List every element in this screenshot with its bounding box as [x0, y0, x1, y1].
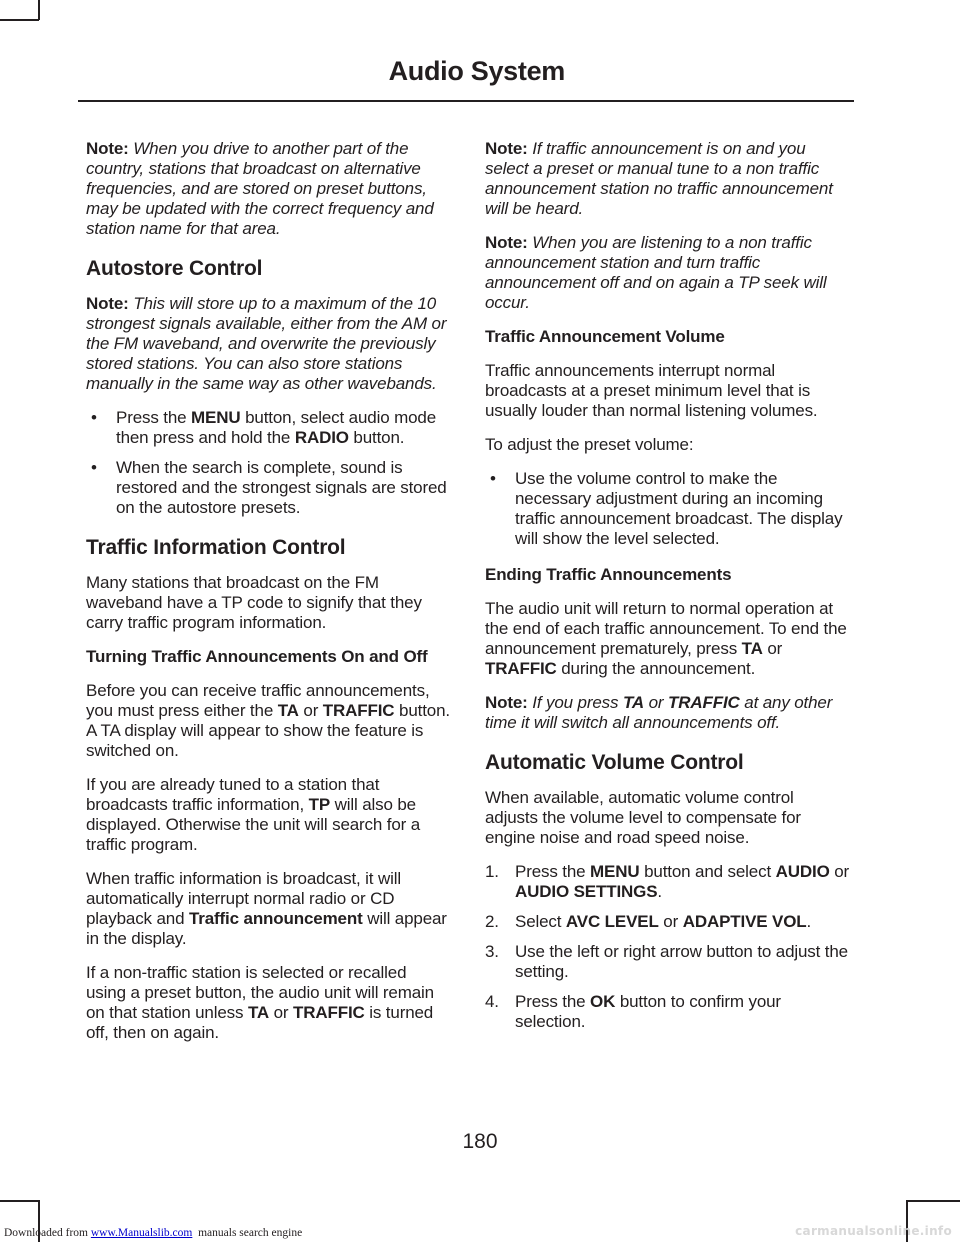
- left-column: [86, 139, 450, 1057]
- section-heading-traffic-info: Traffic Information Control: [86, 536, 346, 559]
- crop-mark: [906, 1200, 960, 1202]
- crop-mark: [0, 19, 39, 21]
- body-paragraph: Many stations that broadcast on the FM waveband have a TP code to signify that they carry traffic program information.: [86, 573, 422, 632]
- header-divider: [78, 100, 854, 102]
- list-item: 3. Use the left or right arrow button to adjust the setting.: [485, 942, 848, 981]
- subheading-ta-volume: Traffic Announcement Volume: [485, 327, 725, 346]
- crop-mark: [38, 0, 40, 20]
- body-paragraph: When available, automatic volume control adjusts the volume level to compensate for engine noise and road speed noise.: [485, 788, 801, 847]
- note-paragraph: Note: When you are listening to a non traffic announcement station and turn traffic announcement off and on again a TP seek will occur.: [485, 233, 827, 312]
- note-paragraph: Note: When you drive to another part of the country, stations that broadcast on alternative frequencies, and are stored on preset buttons, may be updated with the correct frequency and station name for that area.: [86, 139, 434, 238]
- list-item: 4. Press the OK button to confirm your selection.: [485, 992, 781, 1031]
- bullet-marker: •: [91, 408, 97, 427]
- watermark: carmanualsonline.info: [795, 1224, 952, 1238]
- list-item: 1. Press the MENU button and select AUDIO or AUDIO SETTINGS.: [485, 862, 850, 901]
- step-number: 2.: [485, 912, 499, 931]
- body-paragraph: Before you can receive traffic announcements, you must press either the TA or TRAFFIC button. A TA display will appear to show the feature is switched on.: [86, 681, 450, 760]
- bullet-marker: •: [490, 469, 496, 488]
- bullet-list: [485, 469, 851, 549]
- download-footer: Downloaded from www.Manualslib.com manuals search engine: [4, 1227, 303, 1239]
- step-number: 4.: [485, 992, 499, 1011]
- page-number: 180: [462, 1130, 498, 1153]
- body-paragraph: If a non-traffic station is selected or recalled using a preset button, the audio unit will remain on that station unless TA or TRAFFIC is turned off, then on again.: [86, 963, 434, 1042]
- subheading-traffic-on-off: Turning Traffic Announcements On and Off: [86, 647, 428, 666]
- list-item: • Use the volume control to make the necessary adjustment during an incoming traffic announcement broadcast. The display will show the level selected.: [490, 469, 843, 548]
- body-paragraph: To adjust the preset volume:: [485, 435, 694, 454]
- note-paragraph: Note: This will store up to a maximum of the 10 strongest signals available, either from the AM or the FM waveband, and overwrite the previously stored stations. You can also store stations manually in the same way as other wavebands.: [86, 294, 447, 393]
- crop-mark: [0, 1200, 39, 1202]
- section-heading-autostore: Autostore Control: [86, 257, 263, 280]
- step-number: 1.: [485, 862, 499, 881]
- list-item: 2. Select AVC LEVEL or ADAPTIVE VOL.: [485, 912, 812, 931]
- manualslib-link[interactable]: www.Manualslib.com: [90, 1227, 193, 1239]
- section-heading-avc: Automatic Volume Control: [485, 751, 744, 774]
- right-column: [485, 139, 851, 1042]
- body-paragraph: When traffic information is broadcast, it will automatically interrupt normal radio or CD playback and Traffic announcement will appear in the display.: [86, 869, 447, 948]
- list-item: • When the search is complete, sound is restored and the strongest signals are stored on the autostore presets.: [91, 458, 447, 517]
- bullet-marker: •: [91, 458, 97, 477]
- note-paragraph: Note: If traffic announcement is on and you select a preset or manual tune to a non traffic announcement station no traffic announcement will be heard.: [485, 139, 833, 218]
- subheading-ending-ta: Ending Traffic Announcements: [485, 565, 732, 584]
- numbered-list: [485, 862, 851, 1032]
- note-paragraph: Note: If you press TA or TRAFFIC at any other time it will switch all announcements off.: [485, 693, 833, 732]
- list-item: • Press the MENU button, select audio mode then press and hold the RADIO button.: [91, 408, 437, 447]
- body-paragraph: Traffic announcements interrupt normal broadcasts at a preset minimum level that is usually louder than normal listening volumes.: [485, 361, 818, 420]
- body-paragraph: If you are already tuned to a station that broadcasts traffic information, TP will also be displayed. Otherwise the unit will search for a traffic program.: [86, 775, 421, 854]
- bullet-list: [86, 408, 450, 518]
- body-paragraph: The audio unit will return to normal operation at the end of each traffic announcement. To end the announcement prematurely, press TA or TRAFFIC during the announcement.: [485, 599, 847, 678]
- page-title: Audio System: [388, 56, 565, 86]
- step-number: 3.: [485, 942, 499, 961]
